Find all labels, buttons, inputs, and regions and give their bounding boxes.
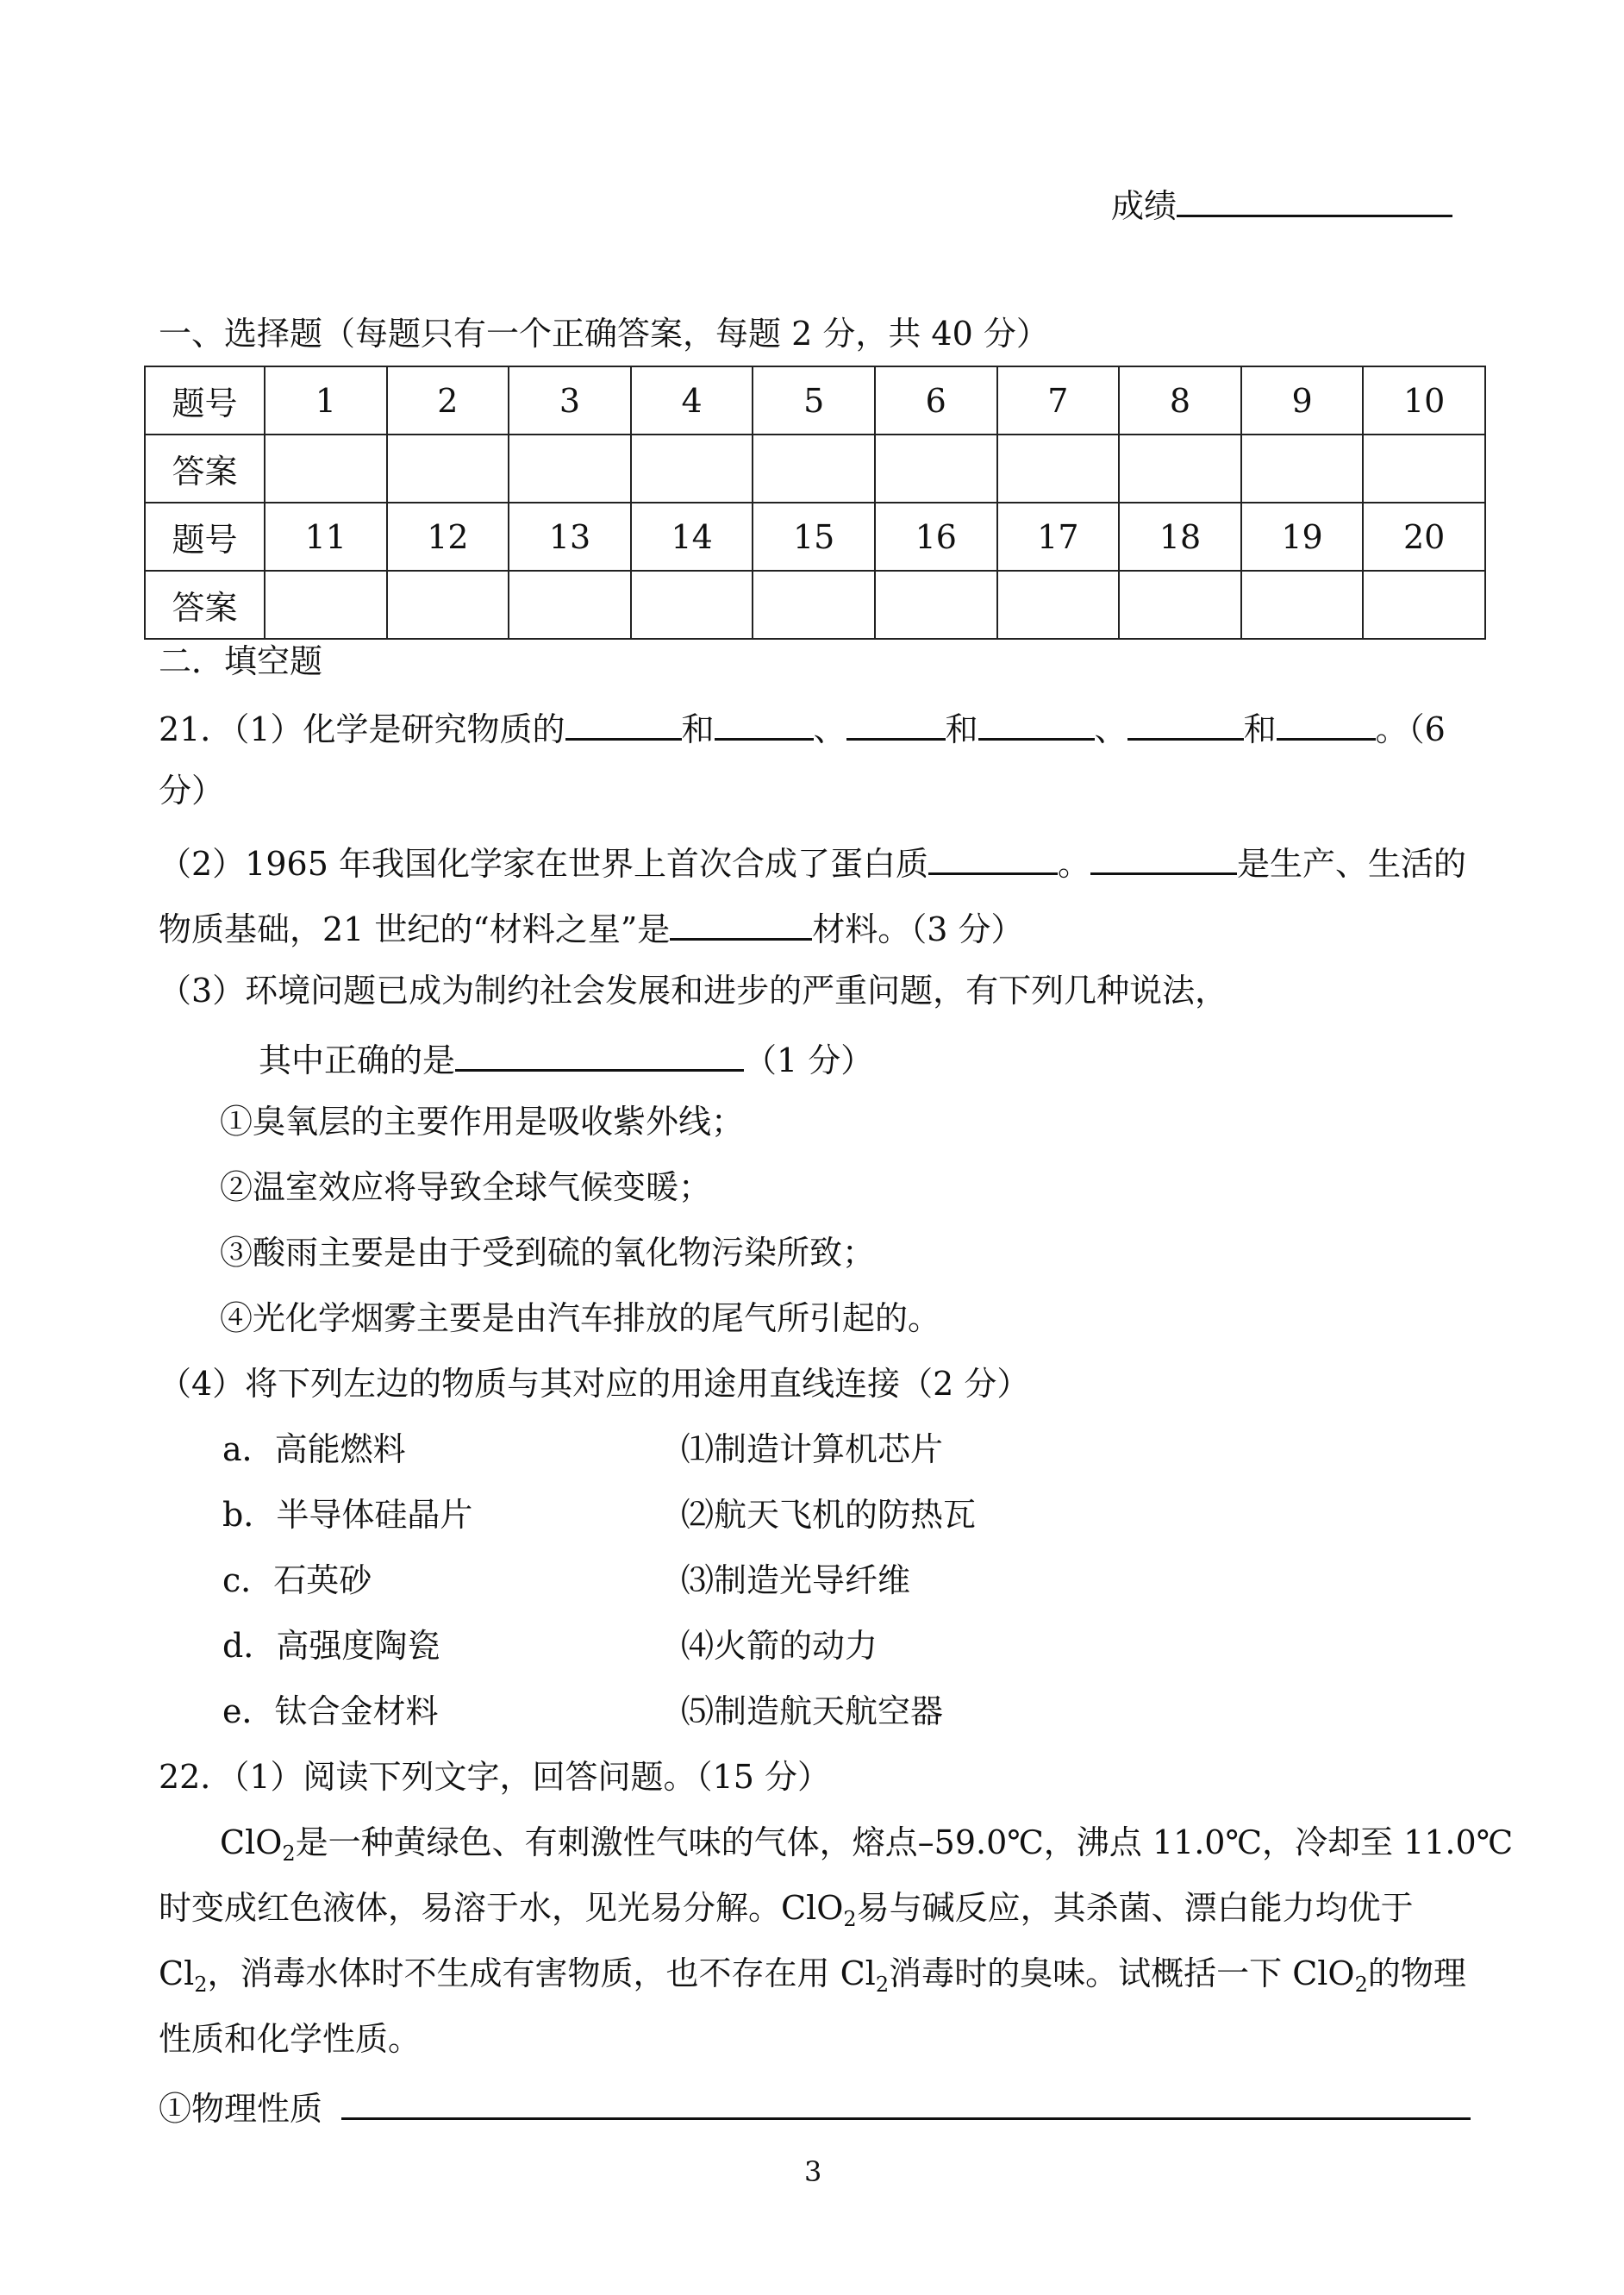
- blank[interactable]: [1090, 843, 1237, 875]
- question-number: 8: [1119, 366, 1241, 435]
- question-number: 10: [1363, 366, 1485, 435]
- answer-cell[interactable]: [875, 571, 997, 639]
- question-number: 5: [753, 366, 875, 435]
- section1-title: 一、选择题（每题只有一个正确答案，每题 2 分，共 40 分）: [159, 315, 1049, 353]
- list-item: ②温室效应将导致全球气候变暖；: [220, 1168, 712, 1206]
- answer-cell[interactable]: [265, 571, 387, 639]
- q21-p2-prefix: （2）1965 年我国化学家在世界上首次合成了蛋白质: [159, 845, 928, 883]
- text: ClO: [220, 1823, 283, 1861]
- answer-cell[interactable]: [509, 571, 631, 639]
- q21-part2: [159, 843, 1466, 883]
- q21-part3: （3）环境问题已成为制约社会发展和进步的严重问题，有下列几种说法，: [159, 972, 1228, 1010]
- match-right-item[interactable]: ⑸制造航天航空器: [681, 1692, 944, 1730]
- score-field: [1111, 185, 1452, 225]
- answer-cell[interactable]: [387, 571, 509, 639]
- answer-cell[interactable]: [1363, 571, 1485, 639]
- question-number: 16: [875, 503, 997, 571]
- table-row-answers-2: [145, 571, 1485, 639]
- answer-cell[interactable]: [997, 571, 1120, 639]
- answer-cell[interactable]: [1241, 571, 1364, 639]
- answer-cell[interactable]: [1119, 571, 1241, 639]
- blank[interactable]: [715, 709, 814, 741]
- table-row-answers-1: [145, 435, 1485, 503]
- blank[interactable]: [341, 2088, 1471, 2120]
- q21-p1-end: 。（6: [1375, 710, 1446, 748]
- match-right-item[interactable]: ⑷火箭的动力: [681, 1627, 878, 1665]
- table-row-numbers-2: [145, 503, 1485, 571]
- subscript: 2: [194, 1973, 208, 1997]
- answer-cell[interactable]: [631, 435, 753, 503]
- text: 消毒时的臭味。试概括一下 ClO: [889, 1954, 1355, 1992]
- question-number: 11: [265, 503, 387, 571]
- text: 是一种黄绿色、有刺激性气味的气体，熔点–59.0℃，沸点 11.0℃，冷却至 11.0℃: [295, 1823, 1514, 1861]
- blank[interactable]: [1127, 709, 1244, 741]
- question-number: 15: [753, 503, 875, 571]
- score-blank[interactable]: [1177, 185, 1452, 217]
- question-number: 13: [509, 503, 631, 571]
- answer-cell[interactable]: [997, 435, 1120, 503]
- blank[interactable]: [455, 1040, 744, 1072]
- q21-part2-line2: [159, 909, 1024, 946]
- section2-title: 二．填空题: [159, 642, 323, 680]
- phys-label: ①物理性质: [159, 2090, 323, 2128]
- question-number: 20: [1363, 503, 1485, 571]
- q21-and: 和: [1243, 710, 1277, 748]
- answer-cell[interactable]: [1241, 435, 1364, 503]
- q21-p2-suffix: 是生产、生活的: [1236, 845, 1466, 883]
- answer-cell[interactable]: [875, 435, 997, 503]
- subscript: 2: [875, 1973, 890, 1997]
- list-item: ①臭氧层的主要作用是吸收紫外线；: [220, 1103, 745, 1141]
- subscript: 2: [282, 1842, 296, 1866]
- blank[interactable]: [565, 709, 682, 741]
- blank[interactable]: [670, 909, 812, 941]
- q21-comma: 、: [813, 710, 846, 748]
- blank[interactable]: [928, 843, 1058, 875]
- text: ，消毒水体时不生成有害物质，也不存在用 Cl: [207, 1954, 876, 1992]
- question-number: 7: [997, 366, 1120, 435]
- match-right-item[interactable]: ⑵航天飞机的防热瓦: [681, 1496, 977, 1534]
- score-label: 成绩: [1111, 187, 1177, 225]
- q22-para-line2: [159, 1889, 1414, 1931]
- text: Cl: [159, 1954, 195, 1992]
- blank[interactable]: [846, 709, 946, 741]
- match-left-item[interactable]: b．半导体硅晶片: [222, 1496, 473, 1534]
- text: 易与碱反应，其杀菌、漂白能力均优于: [856, 1889, 1414, 1927]
- q21-part1: [159, 709, 1446, 746]
- q21-part3-line2: [259, 1040, 873, 1077]
- answer-cell[interactable]: [753, 435, 875, 503]
- answer-cell[interactable]: [753, 571, 875, 639]
- blank[interactable]: [978, 709, 1095, 741]
- question-number: 9: [1241, 366, 1364, 435]
- q21-part1-end: 分）: [159, 772, 225, 810]
- question-number: 18: [1119, 503, 1241, 571]
- question-number: 2: [387, 366, 509, 435]
- match-left-item[interactable]: e．钛合金材料: [222, 1692, 439, 1730]
- match-left-item[interactable]: d．高强度陶瓷: [222, 1627, 440, 1665]
- q21-part4: （4）将下列左边的物质与其对应的用途用直线连接（2 分）: [159, 1365, 1030, 1403]
- answer-table: [144, 366, 1486, 640]
- subscript: 2: [1354, 1973, 1368, 1997]
- answer-cell[interactable]: [1119, 435, 1241, 503]
- q22-physical-properties: [159, 2088, 1471, 2128]
- match-right-item[interactable]: ⑴制造计算机芯片: [681, 1430, 944, 1468]
- question-number: 3: [509, 366, 631, 435]
- answer-cell[interactable]: [1363, 435, 1485, 503]
- question-number: 19: [1241, 503, 1364, 571]
- page-number: 3: [804, 2155, 822, 2188]
- q22-title: 22．（1）阅读下列文字，回答问题。（15 分）: [159, 1758, 830, 1796]
- list-item: ③酸雨主要是由于受到硫的氧化物污染所致；: [220, 1234, 876, 1272]
- q21-p2-mid: 。: [1057, 845, 1090, 883]
- q21-and: 和: [945, 710, 978, 748]
- text: 时变成红色液体，易溶于水，见光易分解。ClO: [159, 1889, 844, 1927]
- match-left-item[interactable]: a．高能燃料: [222, 1430, 406, 1468]
- question-number: 12: [387, 503, 509, 571]
- list-item: ④光化学烟雾主要是由汽车排放的尾气所引起的。: [220, 1299, 941, 1337]
- question-number: 17: [997, 503, 1120, 571]
- match-left-item[interactable]: c．石英砂: [222, 1561, 372, 1599]
- blank[interactable]: [1277, 709, 1376, 741]
- row-label-answer: 答案: [145, 571, 265, 639]
- text: 的物理: [1367, 1954, 1466, 1992]
- question-number: 1: [265, 366, 387, 435]
- q21-comma: 、: [1094, 710, 1127, 748]
- q21-and: 和: [681, 710, 715, 748]
- row-label-answer: 答案: [145, 435, 265, 503]
- row-label-number: 题号: [145, 503, 265, 571]
- table-row-numbers-1: [145, 366, 1485, 435]
- answer-cell[interactable]: [265, 435, 387, 503]
- answer-cell[interactable]: [387, 435, 509, 503]
- question-number: 6: [875, 366, 997, 435]
- q22-para-line3: [159, 1954, 1466, 1997]
- q21-p3-l2-prefix: 其中正确的是: [259, 1041, 456, 1079]
- subscript: 2: [843, 1907, 857, 1931]
- row-label-number: 题号: [145, 366, 265, 435]
- question-number: 4: [631, 366, 753, 435]
- q22-para-line1: [220, 1823, 1514, 1866]
- answer-cell[interactable]: [509, 435, 631, 503]
- q21-p2-l2-prefix: 物质基础，21 世纪的“材料之星”是: [159, 910, 671, 948]
- q21-p1-prefix: 21．（1）化学是研究物质的: [159, 710, 565, 748]
- answer-cell[interactable]: [631, 571, 753, 639]
- q22-para-line4: 性质和化学性质。: [159, 2020, 422, 2058]
- q21-p3-l2-suffix: （1 分）: [744, 1041, 874, 1079]
- q21-p2-l2-suffix: 材料。（3 分）: [812, 910, 1024, 948]
- question-number: 14: [631, 503, 753, 571]
- match-right-item[interactable]: ⑶制造光导纤维: [681, 1561, 911, 1599]
